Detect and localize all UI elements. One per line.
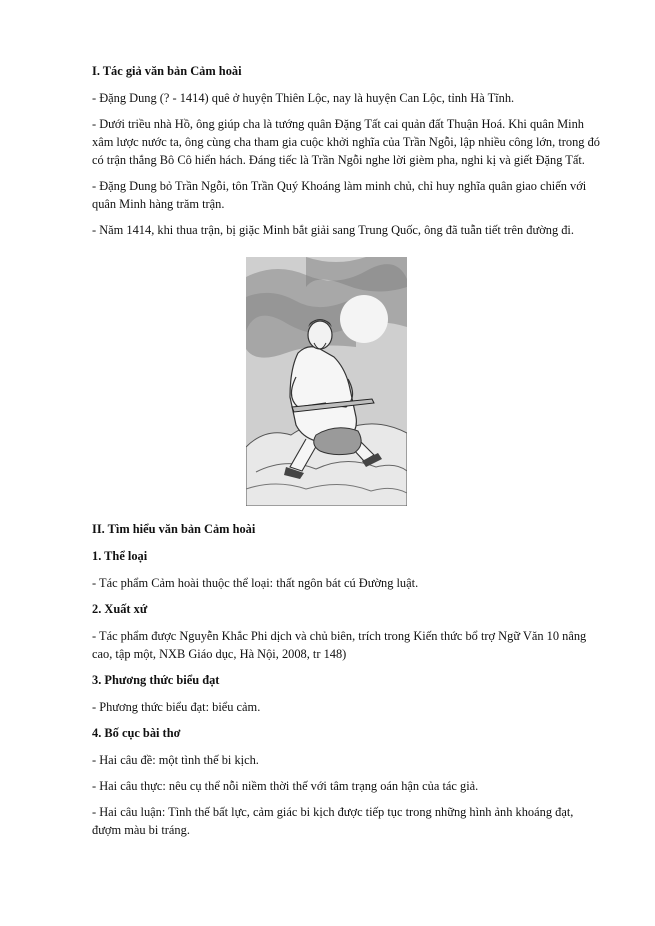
author-paragraph-2: - Dưới triều nhà Hồ, ông giúp cha là tướng quân Đặng Tất cai quản đất Thuận Hoá. Khi quân Minh xâm lược nước ta, ông cùng cha tham gia cuộc khởi nghĩa của Trần Ngỗi, lập nhiều công lớn, trong đó có trận thắng Bô Cô hiển hách. Đáng tiếc là Trần Ngỗi nghe lời gièm pha, nghi kị và giết Đặng Tất.: [92, 117, 600, 167]
author-paragraph-1: - Đặng Dung (? - 1414) quê ở huyện Thiên Lộc, nay là huyện Can Lộc, tỉnh Hà Tĩnh.: [92, 91, 515, 105]
section-1-heading: I. Tác giả văn bản Cảm hoài: [92, 64, 242, 78]
structure-heading: 4. Bố cục bài thơ: [92, 726, 181, 740]
author-paragraph-3: - Đặng Dung bỏ Trần Ngỗi, tôn Trần Quý Khoáng làm minh chủ, chỉ huy nghĩa quân giao chiến với quân Minh hàng trăm trận.: [92, 179, 587, 211]
warrior-illustration-svg: [246, 257, 407, 506]
section-2-heading: II. Tìm hiểu văn bản Cảm hoài: [92, 522, 256, 536]
genre-heading: 1. Thể loại: [92, 549, 148, 563]
expression-heading: 3. Phương thức biểu đạt: [92, 673, 220, 687]
illustration-warrior-image: [246, 257, 407, 506]
document-page: [92, 62, 602, 847]
origin-text: - Tác phẩm được Nguyễn Khắc Phi dịch và chủ biên, trích trong Kiến thức bổ trợ Ngữ Văn 10 nâng cao, tập một, NXB Giáo dục, Hà Nội, 2008, tr 148): [92, 629, 587, 661]
structure-item-1: - Hai câu đề: một tình thế bi kịch.: [92, 753, 259, 767]
structure-item-2: - Hai câu thực: nêu cụ thể nỗi niềm thời thế với tâm trạng oán hận của tác giả.: [92, 779, 479, 793]
structure-item-3: - Hai câu luận: Tình thế bất lực, cảm giác bi kịch được tiếp tục trong những hình ảnh khoáng đạt, đượm màu bi tráng.: [92, 805, 574, 837]
genre-text: - Tác phẩm Cảm hoài thuộc thể loại: thất ngôn bát cú Đường luật.: [92, 576, 419, 590]
author-paragraph-4: - Năm 1414, khi thua trận, bị giặc Minh bắt giải sang Trung Quốc, ông đã tuẫn tiết trên đường đi.: [92, 223, 574, 237]
expression-text: - Phương thức biểu đạt: biểu cảm.: [92, 700, 261, 714]
origin-heading: 2. Xuất xứ: [92, 602, 148, 616]
